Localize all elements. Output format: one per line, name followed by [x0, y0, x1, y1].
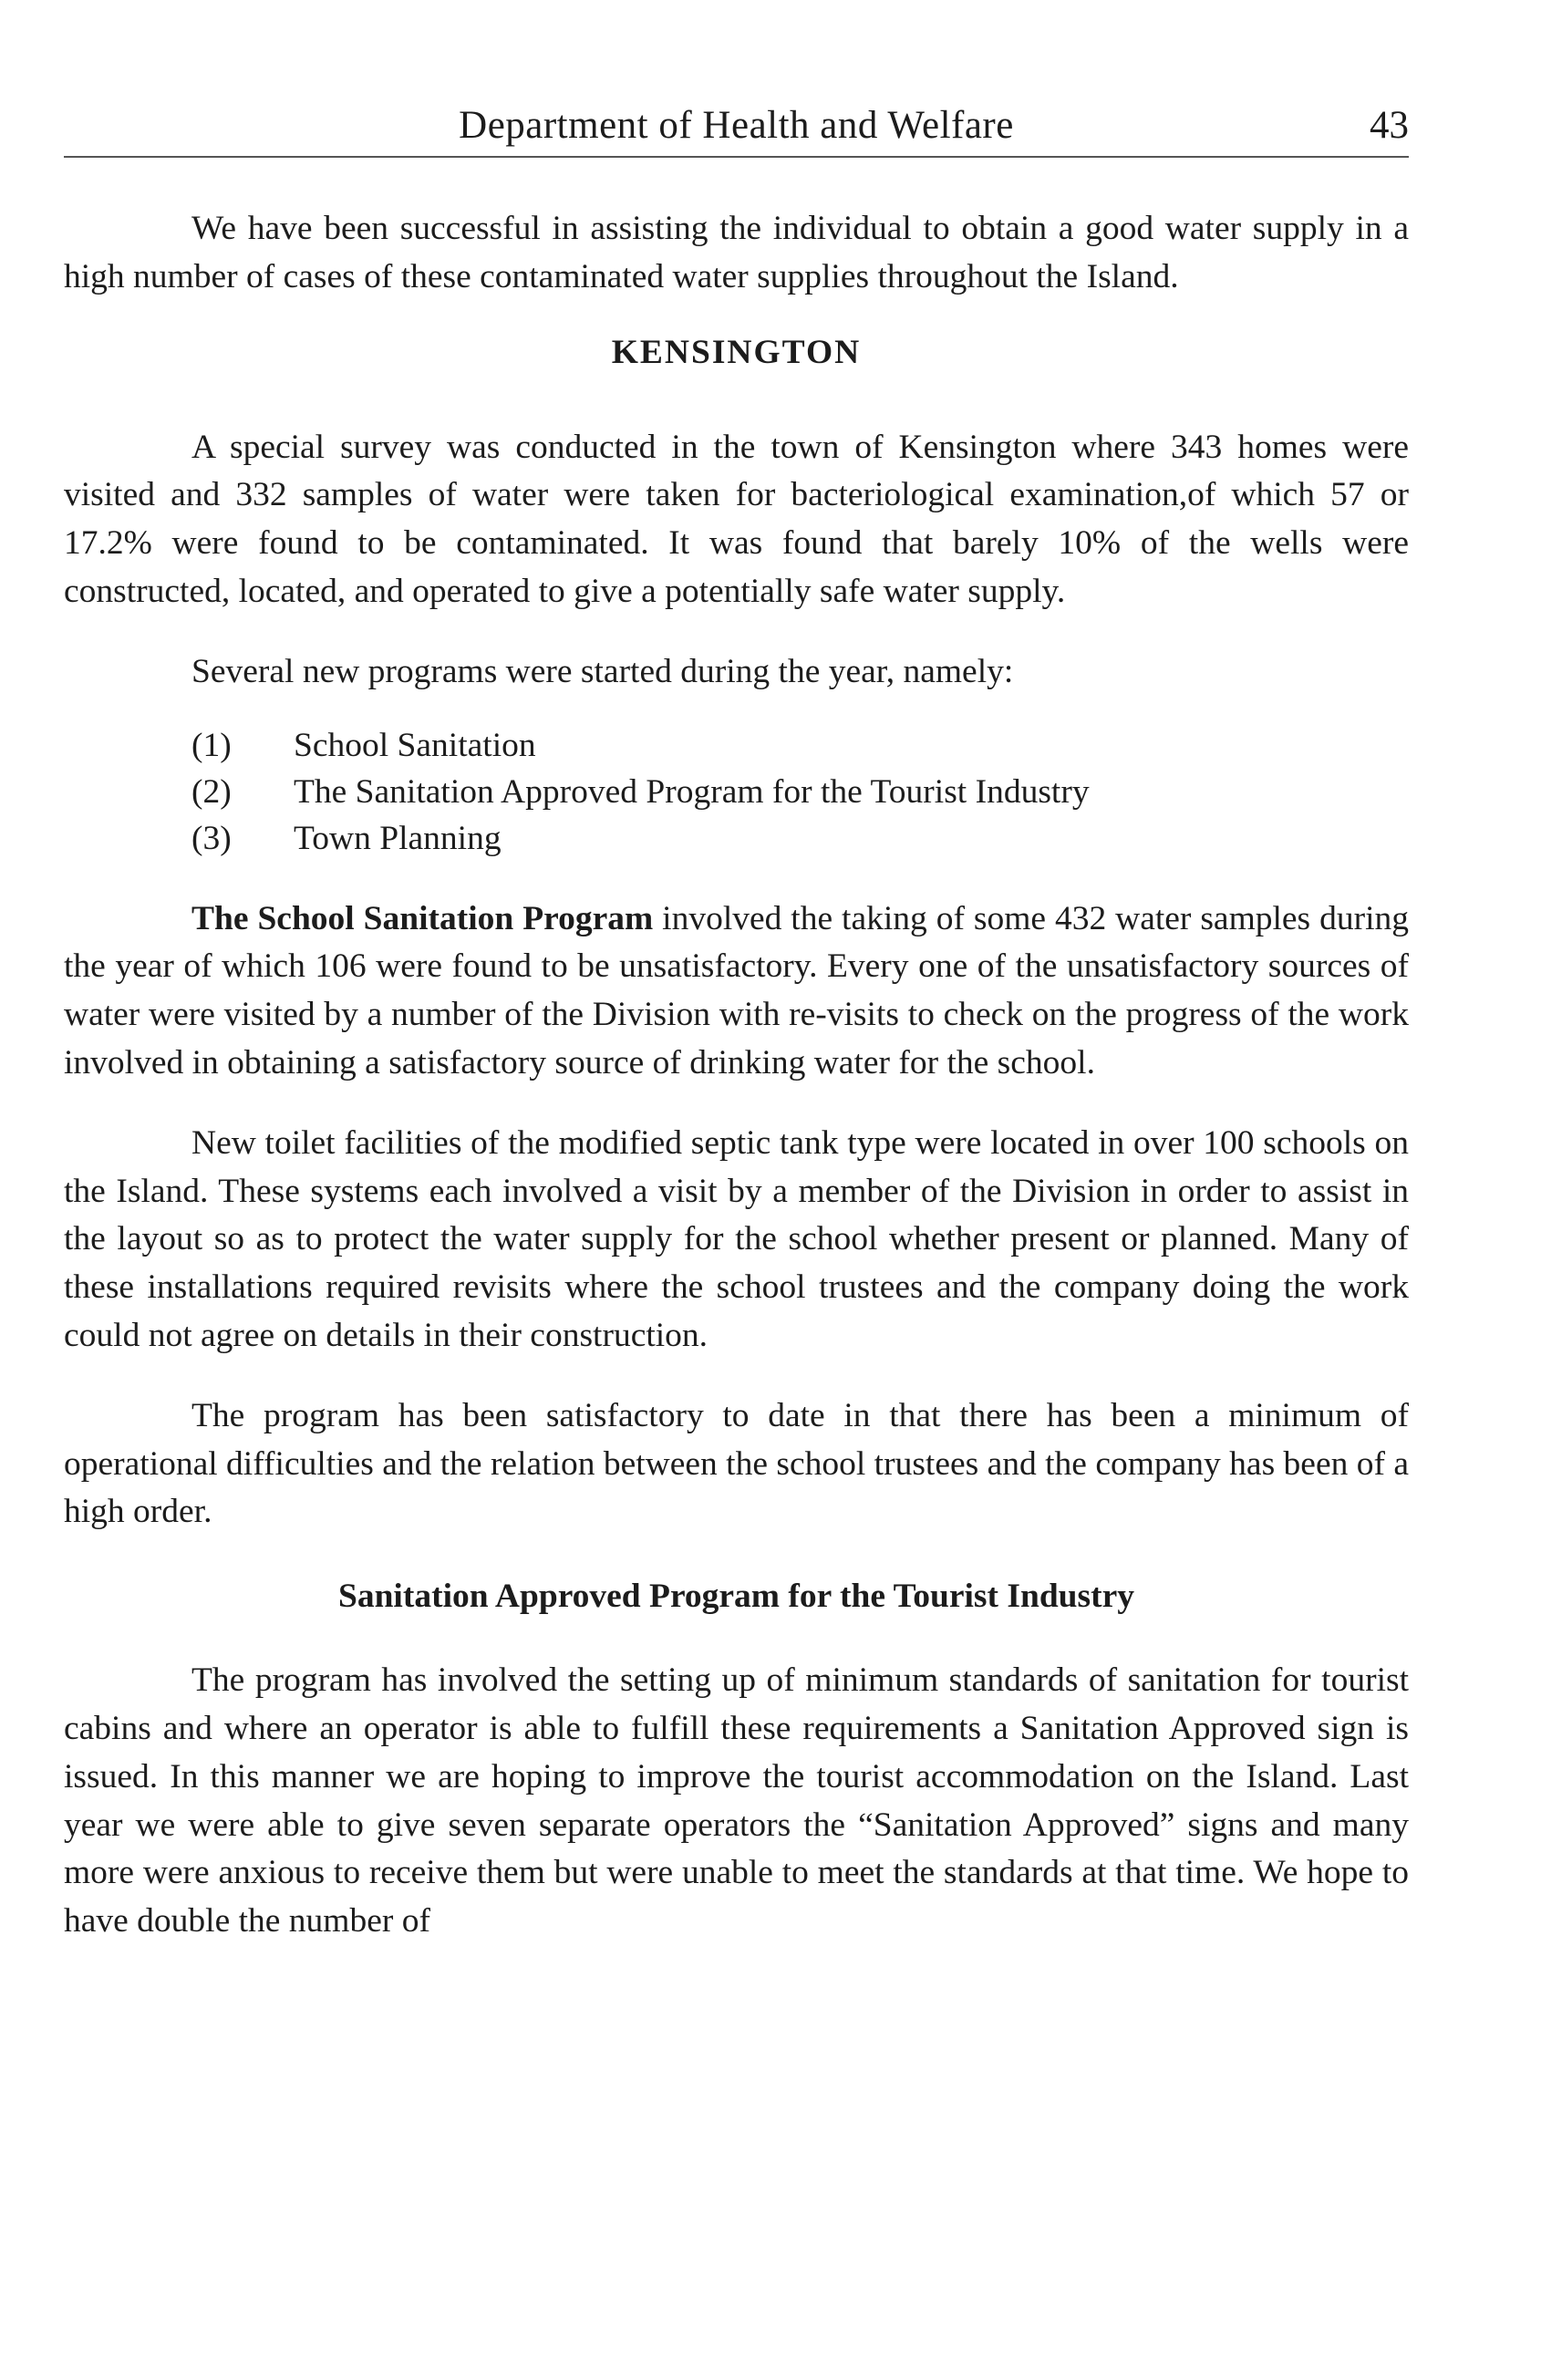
list-item: [64, 769, 1409, 815]
list-number: (3): [191, 819, 232, 857]
page-number: 43: [1370, 104, 1409, 147]
paragraph: New toilet facilities of the modified septic tank type were located in over 100 schools on the Island. These systems each involved a visit by a member of the Division in order to assist in the layout so as to protect the water supply for the school whether present or planned. Many of these installations required revisits where the school trustees and the company doing the work could not agree on details in their construction.: [64, 1123, 1409, 1354]
page-header: [64, 98, 1409, 153]
header-rule: [64, 156, 1409, 158]
list-text: School Sanitation: [294, 726, 536, 764]
section-heading-kensington: KENSINGTON: [611, 333, 862, 371]
paragraph: [64, 895, 1409, 1088]
list-number: (1): [191, 726, 232, 764]
page-body: [64, 205, 1409, 1946]
list-item: [64, 722, 1409, 769]
paragraph: The program has involved the setting up of minimum standards of sanitation for tourist cabins and where an operator is able to fulfill these requirements a Sanitation Approved sign is issued. In this manner we are hoping to improve the tourist accommodation on the Island. Last year we were able to give seven separate operators the “Sanitation Approved” signs and many more were anxious to receive them but were unable to meet the standards at that time. We hope to have double the number of: [64, 1661, 1409, 1940]
program-list: [64, 722, 1409, 862]
list-item: [64, 815, 1409, 862]
list-text: The Sanitation Approved Program for the Tourist Industry: [294, 772, 1090, 811]
list-text: Town Planning: [294, 819, 502, 857]
section-heading-tourist: Sanitation Approved Program for the Tourist Industry: [337, 1578, 1135, 1616]
paragraph: Several new programs were started during the year, namely:: [191, 652, 1014, 690]
paragraph: The program has been satisfactory to date in that there has been a minimum of operational difficulties and the relation between the school trustees and the company has been of a high order.: [64, 1396, 1409, 1531]
run-in-heading: The School Sanitation Program: [191, 899, 654, 937]
paragraph: We have been successful in assisting the individual to obtain a good water supply in a high number of cases of these contaminated water supplies throughout the Island.: [64, 210, 1409, 295]
paragraph: A special survey was conducted in the town of Kensington where 343 homes were visited and 332 samples of water were taken for bacteriological examination,of which 57 or 17.2% were found to be contaminated. It was found that barely 10% of the wells were constructed, located, and operated to give a potentially safe water supply.: [64, 428, 1409, 610]
list-number: (2): [191, 772, 232, 811]
running-title: Department of Health and Welfare: [459, 104, 1014, 147]
paragraph-text: involved the taking of some 432 water samples during the year of which 106 were found to be unsatisfactory. Every one of the unsatisfactory sources of water were visited by a number of the Division with re-visits to check on the progress of the work involved in obtaining a satisfactory source of drinking water for the school.: [64, 899, 1409, 1081]
